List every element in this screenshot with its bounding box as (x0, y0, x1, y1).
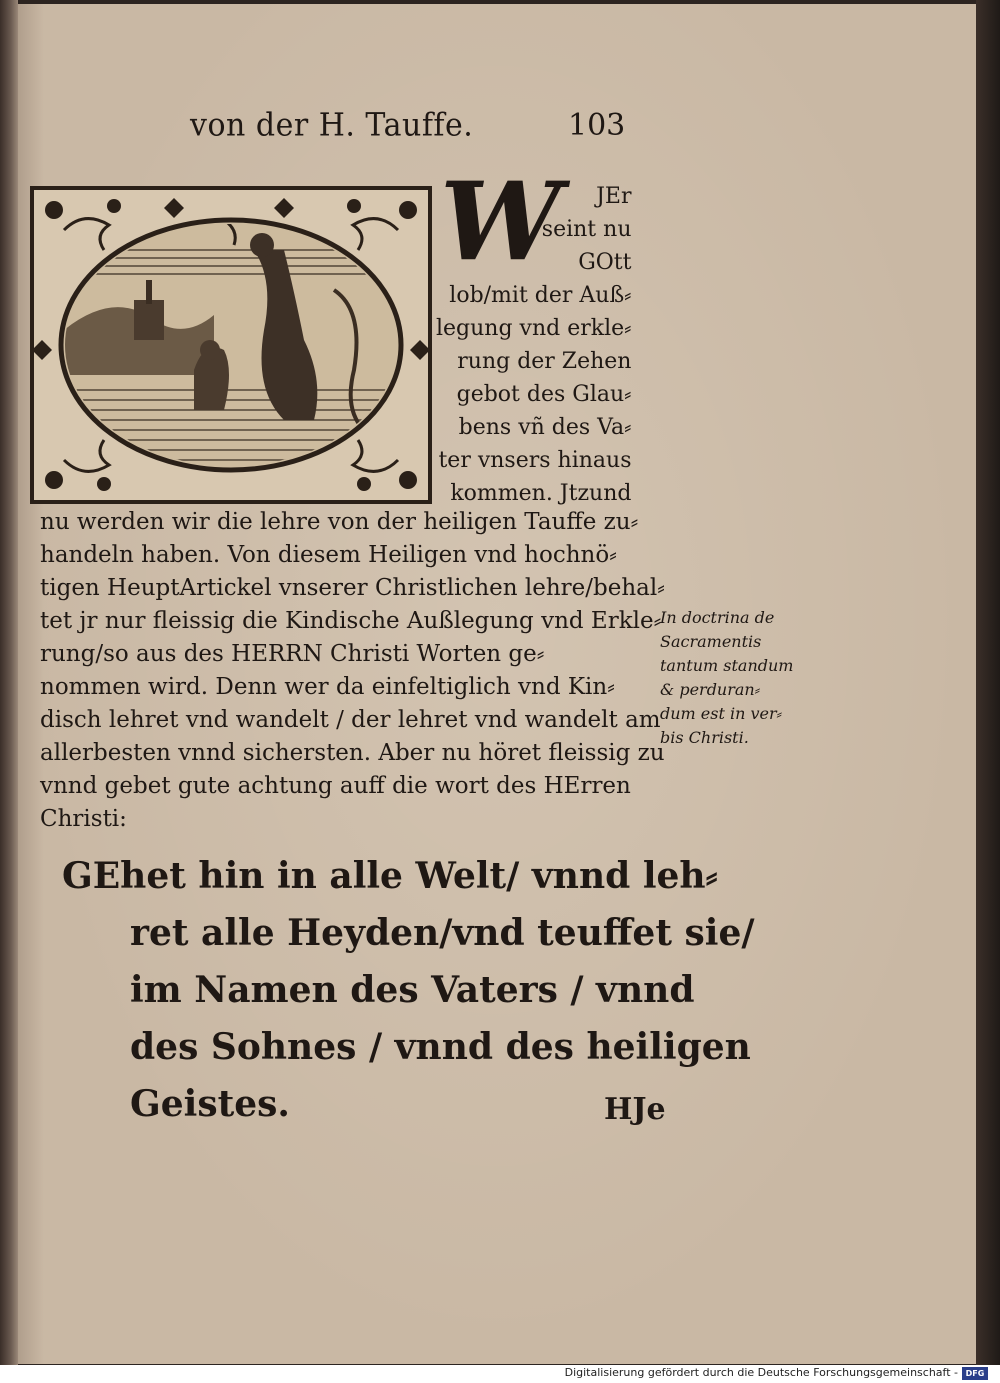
text-line: vnnd gebet gute achtung auff die wort des HErren (40, 773, 631, 799)
marginal-note-line: tantum standum (660, 656, 794, 675)
text-line: handeln haben. Von diesem Heiligen vnd hochnö⸗ (40, 542, 617, 568)
text-line: bens vñ des Va⸗ (458, 415, 632, 440)
book-spine-edge (0, 0, 18, 1365)
text-line: seint nu (541, 217, 632, 242)
quote-line: des Sohnes / vnnd des heiligen (130, 1026, 751, 1068)
text-line: GOtt (578, 250, 632, 275)
text-line: disch lehret vnd wandelt / der lehret vnd wandelt am (40, 707, 661, 733)
text-line: nu werden wir die lehre von der heiligen Tauffe zu⸗ (40, 509, 639, 535)
running-head: von der H. Tauffe. (190, 107, 474, 144)
quote-line: GEhet hin in alle Welt/ vnnd leh⸗ (62, 855, 718, 897)
dfg-logo[interactable]: DFG (962, 1367, 988, 1380)
page-number: 103 (568, 108, 626, 143)
quote-line: Geistes. (130, 1083, 290, 1125)
scripture-quote (62, 848, 755, 1133)
marginal-note-line: dum est in ver⸗ (660, 704, 782, 723)
footer-bar (0, 1365, 1000, 1383)
marginal-note-line: Sacramentis (660, 632, 762, 651)
text-line: allerbesten vnnd sichersten. Aber nu höret fleissig zu (40, 740, 665, 766)
text-line: JEr (596, 184, 632, 209)
narrow-text-block (436, 180, 631, 510)
book-right-edge (976, 0, 1000, 1365)
drop-capital: W (440, 159, 562, 285)
quote-line: ret alle Heyden/vnd teuffet sie/ (130, 912, 755, 954)
text-line: nommen wird. Denn wer da einfeltiglich vnd Kin⸗ (40, 674, 615, 700)
text-line: rung/so aus des HERRN Christi Worten ge⸗ (40, 641, 545, 667)
quote-line: im Namen des Vaters / vnnd (130, 969, 695, 1011)
woodcut-illustration (30, 186, 432, 504)
text-line: Christi: (40, 806, 127, 832)
marginal-note-line: In doctrina de (660, 608, 775, 627)
text-line: legung vnd erkle⸗ (436, 316, 632, 341)
text-line: lob/mit der Auß⸗ (449, 283, 632, 308)
marginal-note-line: & perduran⸗ (660, 680, 761, 699)
baptism-woodcut-image (34, 190, 428, 500)
catchword: HJe (604, 1092, 666, 1127)
funding-credit: Digitalisierung gefördert durch die Deutsche Forschungsgemeinschaft - (564, 1366, 958, 1379)
text-line: gebot des Glau⸗ (456, 382, 632, 407)
text-line: tet jr nur fleissig die Kindische Außlegung vnd Erkle⸗ (40, 608, 662, 634)
text-line: rung der Zehen (457, 349, 632, 374)
marginal-note (660, 606, 793, 750)
text-line: ter vnsers hinaus (438, 448, 632, 473)
text-line: tigen HeuptArtickel vnserer Christlichen lehre/behal⸗ (40, 575, 665, 601)
marginal-note-line: bis Christi. (660, 728, 749, 747)
text-line: kommen. Jtzund (450, 481, 632, 506)
